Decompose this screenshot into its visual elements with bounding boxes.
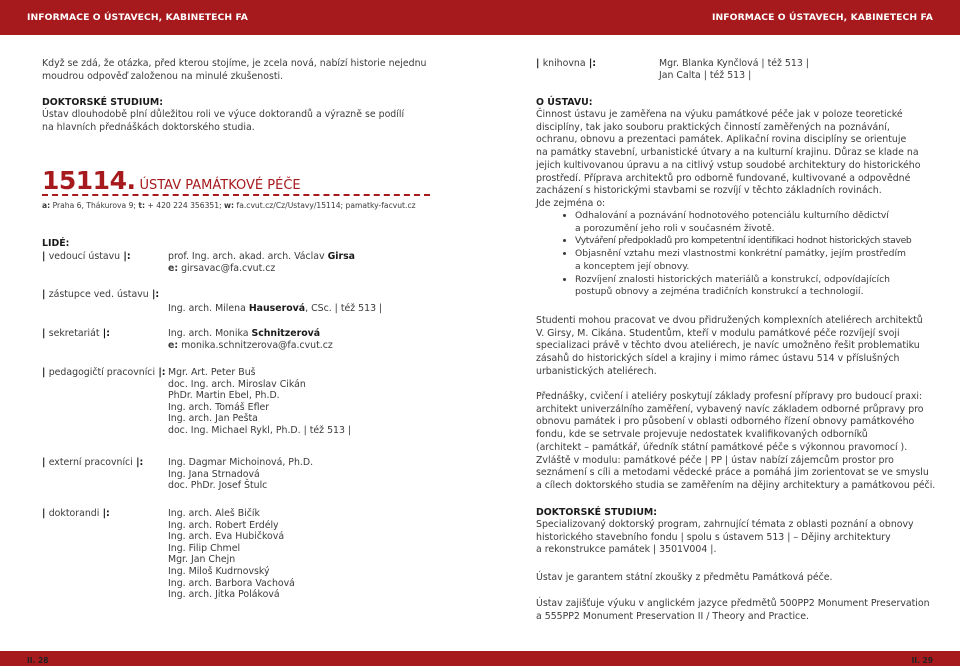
department-name: ÚSTAV PAMÁTKOVÉ PÉČE bbox=[139, 178, 301, 193]
email-label: e: bbox=[168, 339, 179, 351]
role-values-head bbox=[168, 251, 355, 274]
paragraph-line: Přednášky, cvičení i ateliéry poskytují základy profesní přípravy pro budoucí praxi: bbox=[536, 391, 923, 402]
english-courses-text bbox=[536, 598, 930, 623]
person-line: Mgr. Blanka Kynčlová | též 513 | bbox=[659, 58, 809, 69]
about-line: disciplíny, tak jako souboru praktických činností zaměřených na poznávání, bbox=[536, 121, 890, 133]
intro-line: moudrou odpověď založenou na minulé zkušenosti. bbox=[42, 70, 284, 82]
paragraph-line: zásahů do historických sídel a krajiny i mimo rámec ústavu 514 v příslušných bbox=[536, 353, 900, 365]
about-line: zacházení s historickými stavbami se rozvíjí v těchto základních rovinách. bbox=[536, 185, 882, 197]
paragraph-line: a 555PP2 Monument Preservation II / Theory and Practice. bbox=[536, 610, 809, 622]
department-number: 15114. bbox=[42, 166, 136, 195]
paragraph-line: fondu, kde se setrvale projevuje nedostatek kvalifikovaných odborníků bbox=[536, 429, 868, 441]
person-line: Mgr. Jan Chejn bbox=[168, 554, 236, 566]
paragraph-line: obnovu památek i pro působení v oblasti odborného řízení obnovy památkového bbox=[536, 416, 915, 428]
email-line bbox=[168, 263, 355, 275]
about-line: Jde zejména o: bbox=[536, 197, 606, 209]
person-line bbox=[168, 303, 382, 315]
person-line: Ing. Jana Strnadová bbox=[168, 468, 260, 480]
list-item bbox=[575, 210, 945, 235]
page-footer-bar bbox=[0, 651, 960, 666]
person-line: Ing. arch. Aleš Bičík bbox=[168, 508, 260, 519]
paragraph-line: V. Girsy, M. Cikána. Studentům, kteří v modulu památkové péče rozvíjejí svoji bbox=[536, 327, 900, 339]
role-label-doctoral: | doktorandi |: bbox=[42, 508, 110, 519]
students-paragraph bbox=[536, 315, 923, 379]
page-number-left: II. 28 bbox=[27, 656, 49, 665]
person-line: Ing. arch. Barbora Vachová bbox=[168, 577, 295, 589]
paragraph-line: (architekt – památkář, úředník státní památkové péče s výkonnou pravomocí ). bbox=[536, 441, 908, 453]
paragraph-line: a rekonstrukce památek | 3501V004 |. bbox=[536, 544, 717, 556]
paragraph-line: urbanistických ateliérech. bbox=[536, 365, 657, 377]
address: Praha 6, Thákurova 9; bbox=[50, 201, 139, 210]
goal-text: a porozumění jeho roli v současném životě. bbox=[575, 222, 775, 234]
person-line: doc. PhDr. Josef Štulc bbox=[168, 480, 268, 492]
role-values-deputy bbox=[168, 303, 382, 315]
person-surname: Hauserová bbox=[248, 303, 306, 314]
address-label: a: bbox=[42, 201, 51, 210]
email-link[interactable]: monika.schnitzerova@fa.cvut.cz bbox=[178, 339, 333, 351]
email-link[interactable]: girsavac@fa.cvut.cz bbox=[178, 262, 276, 274]
about-text bbox=[536, 109, 920, 211]
list-item bbox=[575, 248, 945, 273]
person-line: Ing. Dagmar Michoinová, Ph.D. bbox=[168, 457, 314, 468]
role-values-external bbox=[168, 457, 313, 492]
web-address[interactable]: fa.cvut.cz/Cz/Ustavy/15114; pamatky-facvut.cz bbox=[234, 201, 416, 210]
people-heading: LIDÉ: bbox=[42, 238, 70, 249]
role-label-library: | knihovna |: bbox=[536, 58, 597, 69]
web-label: w: bbox=[224, 201, 235, 210]
paragraph-line: specializaci právě v těchto dvou ateliérech, je navíc umožněno řešit problematiku bbox=[536, 340, 920, 352]
role-values-teachers bbox=[168, 367, 351, 437]
goal-text: Vytváření předpokladů pro kompetentní identifikaci hodnot historických staveb bbox=[575, 235, 912, 247]
person-name: Ing. arch. Milena bbox=[168, 303, 249, 314]
goal-text: Objasnění vztahu mezi vlastnostmi konkrétní památky, jejím prostředím bbox=[575, 248, 906, 260]
contact-line bbox=[42, 201, 416, 210]
about-line: jejich kultivovanou úpravu a na citlivý vstup soudobé architektury do historického bbox=[536, 159, 921, 171]
role-label: doktorandi bbox=[48, 508, 100, 519]
role-label-deputy: | zástupce ved. ústavu |: bbox=[42, 289, 160, 300]
paragraph-line: Studenti mohou pracovat ve dvou přidružených komplexních ateliérech architektů bbox=[536, 315, 923, 326]
role-values-secretariat bbox=[168, 328, 333, 351]
person-line: Ing. Miloš Kudrnovský bbox=[168, 565, 270, 577]
doctoral-text-right bbox=[536, 519, 914, 557]
intro-line: Když se zdá, že otázka, před kterou stojíme, je zcela nová, nabízí historie nejednu bbox=[42, 58, 427, 69]
page-header-bar bbox=[0, 0, 960, 35]
about-line: ochranu, obnovu a prezentaci památek. Aplikační rovina disciplíny se orientuje bbox=[536, 134, 907, 146]
paragraph-line: Ústav zajišťuje výuku v anglickém jazyce předmětů 500PP2 Monument Preservation bbox=[536, 598, 930, 609]
person-surname: Schnitzerová bbox=[251, 328, 321, 339]
person-line: Mgr. Art. Peter Buš bbox=[168, 367, 256, 378]
person-line: Ing. arch. Tomáš Efler bbox=[168, 401, 270, 413]
doctoral-text-left bbox=[42, 109, 404, 134]
person-line: Ing. arch. Jan Pešta bbox=[168, 413, 258, 425]
paragraph-line: a cílech doktorského studia se zaměřením na dějiny architektury a památkovou péči. bbox=[536, 479, 936, 491]
list-item bbox=[575, 274, 945, 299]
department-title bbox=[42, 166, 301, 195]
doctoral-line: Ústav dlouhodobě plní důležitou roli ve výuce doktorandů a výrazně se podílí bbox=[42, 109, 405, 120]
role-values-doctoral bbox=[168, 508, 295, 601]
role-label-external: | externí pracovníci |: bbox=[42, 457, 144, 468]
role-label: vedoucí ústavu bbox=[48, 251, 121, 262]
goals-list bbox=[563, 210, 945, 299]
role-label: knihovna bbox=[542, 58, 586, 69]
list-item bbox=[575, 235, 945, 248]
person-line: Ing. arch. Eva Hubičková bbox=[168, 531, 285, 543]
state-exam-text: Ústav je garantem státní zkoušky z předmětu Památková péče. bbox=[536, 572, 833, 583]
person-line bbox=[168, 251, 355, 263]
about-line: prostředí. Příprava architektů pro odborně fundované, kultivované a odpovědné bbox=[536, 172, 911, 184]
about-line: Činnost ústavu je zaměřena na výuku památkové péče jak v poloze teoretické bbox=[536, 109, 903, 120]
role-label: externí pracovníci bbox=[48, 457, 133, 468]
email-label: e: bbox=[168, 262, 179, 274]
person-line: doc. Ing. arch. Miroslav Cikán bbox=[168, 378, 306, 390]
lectures-paragraph bbox=[536, 391, 935, 493]
person-line: Ing. arch. Robert Erdély bbox=[168, 519, 279, 531]
person-surname: Girsa bbox=[327, 251, 356, 262]
role-label-teachers: | pedagogičtí pracovníci |: bbox=[42, 367, 166, 378]
email-line bbox=[168, 340, 333, 352]
page-number-right: II. 29 bbox=[911, 656, 933, 665]
role-label-secretariat: | sekretariát |: bbox=[42, 328, 110, 339]
person-line bbox=[168, 328, 333, 340]
header-left-title: INFORMACE O ÚSTAVECH, KABINETECH FA bbox=[27, 12, 248, 23]
about-line: na památky stavební, urbanistické útvary a na kulturní krajinu. Důraz se klade na bbox=[536, 147, 919, 159]
role-label-head: | vedoucí ústavu |: bbox=[42, 251, 131, 262]
person-line: Jan Calta | též 513 | bbox=[659, 69, 752, 81]
role-label: sekretariát bbox=[48, 328, 100, 339]
role-values-library bbox=[659, 58, 809, 81]
person-line: doc. Ing. Michael Rykl, Ph.D. | též 513 | bbox=[168, 424, 352, 436]
phone: + 420 224 356351; bbox=[145, 201, 225, 210]
dashed-divider bbox=[42, 194, 430, 196]
person-name: Ing. arch. Monika bbox=[168, 328, 252, 339]
goal-text: postupů obnovy a zejména tradičních konstrukcí a technologií. bbox=[575, 286, 864, 298]
paragraph-line: Specializovaný doktorský program, zahrnující témata z oblasti poznání a obnovy bbox=[536, 519, 914, 530]
goal-text: a konceptem její obnovy. bbox=[575, 260, 690, 272]
about-heading: O ÚSTAVU: bbox=[536, 97, 593, 108]
phone-label: t: bbox=[138, 201, 146, 210]
goal-text: Rozvíjení znalosti historických materiálů a konstrukcí, odpovídajících bbox=[575, 273, 890, 285]
role-label: pedagogičtí pracovníci bbox=[48, 367, 156, 378]
doctoral-heading-left: DOKTORSKÉ STUDIUM: bbox=[42, 97, 164, 108]
person-line: Ing. arch. Jitka Poláková bbox=[168, 589, 280, 601]
paragraph-line: historického stavebního fondu | spolu s ústavem 513 | – Dějiny architektury bbox=[536, 531, 891, 543]
paragraph-line: Zvláště v modulu: památkové péče | PP | ústav nabízí zájemcům prostor pro bbox=[536, 454, 894, 466]
paragraph-line: architekt univerzálního zaměření, vybavený navíc základem odborné průpravy pro bbox=[536, 403, 924, 415]
doctoral-heading-right: DOKTORSKÉ STUDIUM: bbox=[536, 507, 658, 518]
goal-text: Odhalování a poznávání hodnotového potenciálu kulturního dědictví bbox=[575, 210, 889, 221]
person-line: PhDr. Martin Ebel, Ph.D. bbox=[168, 390, 280, 402]
role-label: zástupce ved. ústavu bbox=[48, 289, 149, 300]
person-line: Ing. Filip Chmel bbox=[168, 542, 241, 554]
doctoral-line: na hlavních přednáškách doktorského studia. bbox=[42, 121, 255, 133]
intro-text bbox=[42, 58, 426, 83]
person-suffix: , CSc. | též 513 | bbox=[305, 303, 383, 314]
paragraph-line: seznámení s cíli a metodami vědecké práce a pomáhá jim zorientovat se ve smyslu bbox=[536, 467, 929, 479]
person-name: prof. Ing. arch. akad. arch. Václav bbox=[168, 251, 328, 262]
header-right-title: INFORMACE O ÚSTAVECH, KABINETECH FA bbox=[712, 12, 933, 23]
